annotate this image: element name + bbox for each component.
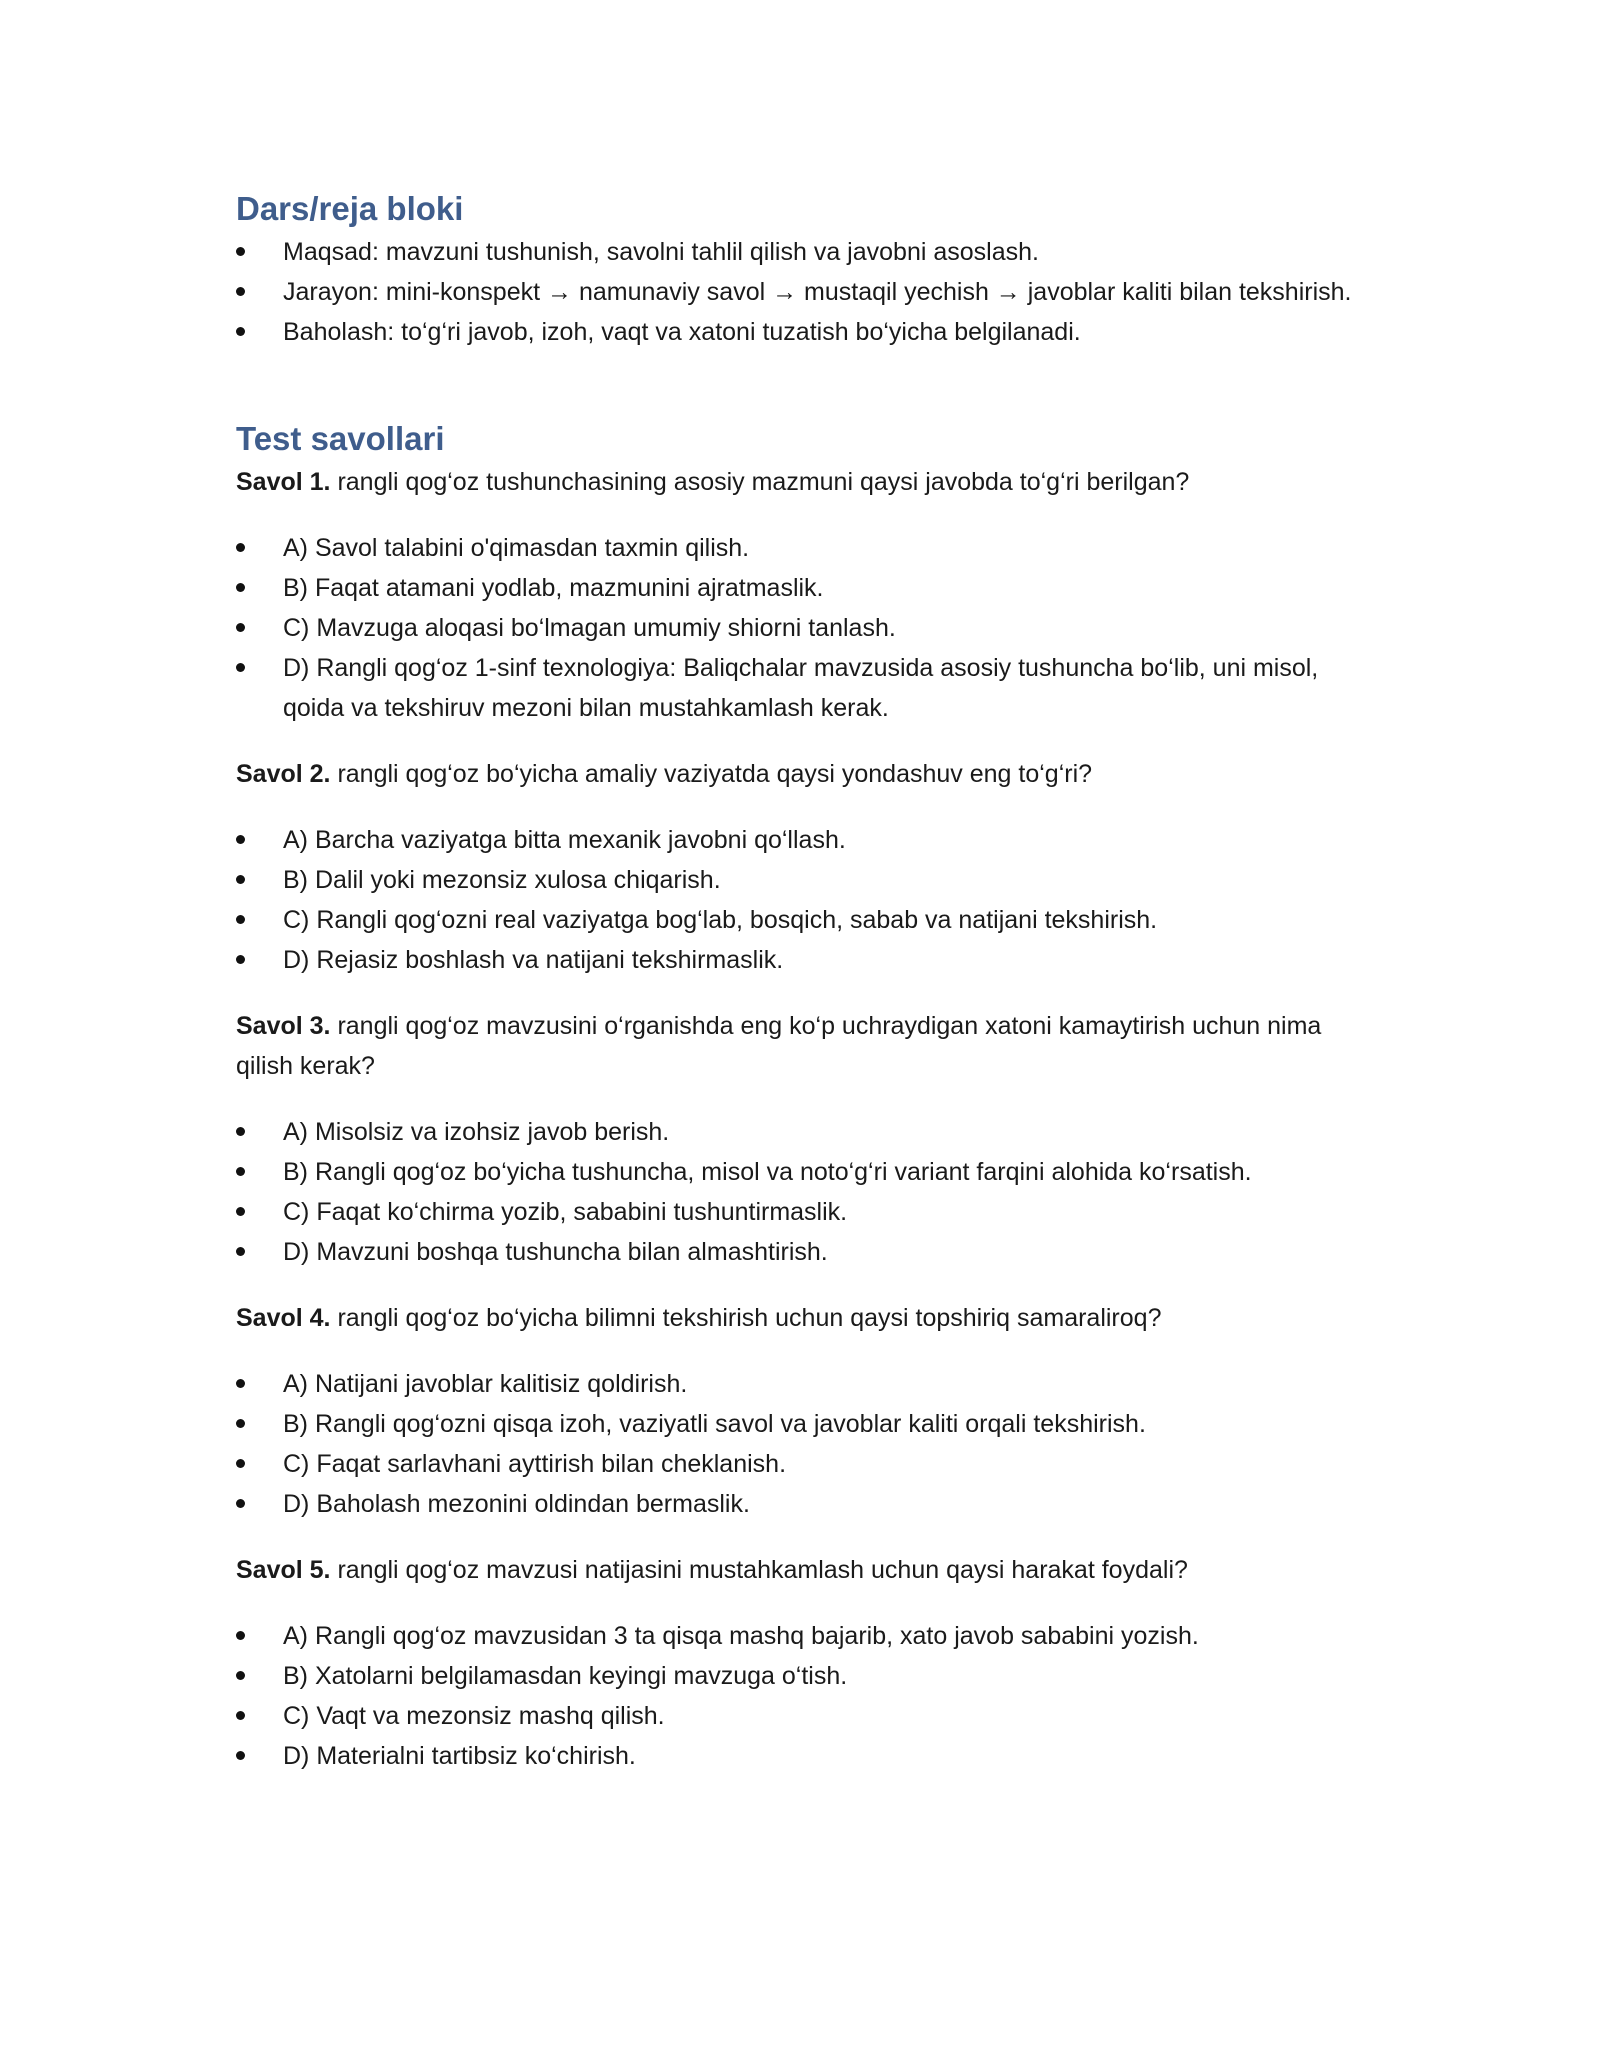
answer-option bbox=[236, 1696, 1376, 1736]
answer-option bbox=[236, 608, 1376, 648]
bullet-icon bbox=[236, 543, 245, 552]
answer-option-text: D) Baholash mezonini oldindan bermaslik. bbox=[283, 1490, 750, 1518]
answer-option-text: C) Faqat sarlavhani ayttirish bilan cheklanish. bbox=[283, 1450, 787, 1478]
plan-block-list bbox=[236, 232, 1376, 352]
answer-option-text: D) Materialni tartibsiz ko‘chirish. bbox=[283, 1742, 636, 1770]
answer-option-text: A) Barcha vaziyatga bitta mexanik javobni qo‘llash. bbox=[283, 826, 846, 854]
answer-option bbox=[236, 940, 1376, 980]
bullet-icon bbox=[236, 1419, 245, 1428]
answer-option-text: B) Xatolarni belgilamasdan keyingi mavzuga o‘tish. bbox=[283, 1662, 848, 1690]
bullet-icon bbox=[236, 1207, 245, 1216]
answer-option bbox=[236, 860, 1376, 900]
answer-options bbox=[236, 528, 1376, 728]
plan-item bbox=[236, 272, 1376, 312]
answer-options bbox=[236, 820, 1376, 980]
bullet-icon bbox=[236, 1167, 245, 1176]
question-body: rangli qog‘oz mavzusini o‘rganishda eng ko‘p uchraydigan xatoni kamaytirish uchun nima qilish kerak? bbox=[236, 1012, 1322, 1080]
plan-item-text: Maqsad: mavzuni tushunish, savolni tahlil qilish va javobni asoslash. bbox=[283, 238, 1039, 266]
answer-option bbox=[236, 1404, 1376, 1444]
bullet-icon bbox=[236, 583, 245, 592]
answer-options bbox=[236, 1616, 1376, 1776]
question-body: rangli qog‘oz mavzusi natijasini mustahkamlash uchun qaysi harakat foydali? bbox=[330, 1556, 1188, 1584]
answer-option-text: C) Rangli qog‘ozni real vaziyatga bog‘lab, bosqich, sabab va natijani tekshirish. bbox=[283, 906, 1158, 934]
plan-item bbox=[236, 312, 1376, 352]
question-text bbox=[236, 1006, 1376, 1086]
answer-option-text: B) Faqat atamani yodlab, mazmunini ajratmaslik. bbox=[283, 574, 824, 602]
answer-option bbox=[236, 1232, 1376, 1272]
bullet-icon bbox=[236, 835, 245, 844]
answer-option bbox=[236, 820, 1376, 860]
answer-option-text: B) Rangli qog‘oz bo‘yicha tushuncha, misol va noto‘g‘ri variant farqini alohida ko‘rsatish. bbox=[283, 1158, 1252, 1186]
plan-item bbox=[236, 232, 1376, 272]
bullet-icon bbox=[236, 1711, 245, 1720]
question-body: rangli qog‘oz bo‘yicha amaliy vaziyatda qaysi yondashuv eng to‘g‘ri? bbox=[330, 760, 1093, 788]
bullet-icon bbox=[236, 1379, 245, 1388]
answer-option-text: C) Vaqt va mezonsiz mashq qilish. bbox=[283, 1702, 665, 1730]
answer-option-text: C) Mavzuga aloqasi bo‘lmagan umumiy shiorni tanlash. bbox=[283, 614, 896, 642]
bullet-icon bbox=[236, 1499, 245, 1508]
answer-option-text: B) Rangli qog‘ozni qisqa izoh, vaziyatli savol va javoblar kaliti orqali tekshirish. bbox=[283, 1410, 1146, 1438]
bullet-icon bbox=[236, 247, 245, 256]
answer-option bbox=[236, 1656, 1376, 1696]
question-block bbox=[236, 1550, 1376, 1776]
bullet-icon bbox=[236, 955, 245, 964]
answer-option-text: A) Savol talabini o'qimasdan taxmin qilish. bbox=[283, 534, 750, 562]
question-body: rangli qog‘oz bo‘yicha bilimni tekshirish uchun qaysi topshiriq samaraliroq? bbox=[330, 1304, 1162, 1332]
question-label: Savol 4. bbox=[236, 1304, 331, 1332]
bullet-icon bbox=[236, 1127, 245, 1136]
answer-option bbox=[236, 1364, 1376, 1404]
question-label: Savol 5. bbox=[236, 1556, 331, 1584]
answer-option bbox=[236, 900, 1376, 940]
question-block bbox=[236, 1298, 1376, 1524]
document-content bbox=[236, 186, 1376, 1802]
bullet-icon bbox=[236, 287, 245, 296]
question-label: Savol 3. bbox=[236, 1012, 331, 1040]
answer-option-text: D) Rangli qog‘oz 1-sinf texnologiya: Baliqchalar mavzusida asosiy tushuncha bo‘lib, uni misol, qoida va tekshiruv mezoni bilan mustahkamlash kerak. bbox=[283, 654, 1319, 722]
bullet-icon bbox=[236, 1247, 245, 1256]
bullet-icon bbox=[236, 1751, 245, 1760]
plan-item-text: Jarayon: mini-konspekt → namunaviy savol → mustaqil yechish → javoblar kaliti bilan tekshirish. bbox=[283, 278, 1352, 306]
answer-option-text: A) Rangli qog‘oz mavzusidan 3 ta qisqa mashq bajarib, xato javob sababini yozish. bbox=[283, 1622, 1199, 1650]
answer-option bbox=[236, 1736, 1376, 1776]
answer-option bbox=[236, 568, 1376, 608]
question-body: rangli qog‘oz tushunchasining asosiy mazmuni qaysi javobda to‘g‘ri berilgan? bbox=[330, 468, 1190, 496]
answer-option-text: B) Dalil yoki mezonsiz xulosa chiqarish. bbox=[283, 866, 721, 894]
bullet-icon bbox=[236, 875, 245, 884]
plan-block-heading: Dars/reja bloki bbox=[236, 190, 464, 227]
question-text bbox=[236, 1298, 1376, 1338]
answer-option-text: A) Natijani javoblar kalitisiz qoldirish. bbox=[283, 1370, 688, 1398]
question-block bbox=[236, 754, 1376, 980]
answer-options bbox=[236, 1364, 1376, 1524]
answer-option bbox=[236, 648, 1376, 728]
answer-option bbox=[236, 528, 1376, 568]
question-block bbox=[236, 462, 1376, 728]
plan-item-text: Baholash: to‘g‘ri javob, izoh, vaqt va xatoni tuzatish bo‘yicha belgilanadi. bbox=[283, 318, 1081, 346]
question-text bbox=[236, 462, 1376, 502]
answer-option bbox=[236, 1192, 1376, 1232]
question-text bbox=[236, 754, 1376, 794]
answer-option bbox=[236, 1616, 1376, 1656]
bullet-icon bbox=[236, 623, 245, 632]
answer-option bbox=[236, 1484, 1376, 1524]
test-block-heading: Test savollari bbox=[236, 420, 445, 457]
bullet-icon bbox=[236, 1459, 245, 1468]
bullet-icon bbox=[236, 1631, 245, 1640]
answer-option-text: D) Mavzuni boshqa tushuncha bilan almashtirish. bbox=[283, 1238, 828, 1266]
question-text bbox=[236, 1550, 1376, 1590]
answer-option bbox=[236, 1112, 1376, 1152]
question-block bbox=[236, 1006, 1376, 1272]
answer-option-text: A) Misolsiz va izohsiz javob berish. bbox=[283, 1118, 670, 1146]
answer-option bbox=[236, 1444, 1376, 1484]
answer-option-text: D) Rejasiz boshlash va natijani tekshirmaslik. bbox=[283, 946, 784, 974]
bullet-icon bbox=[236, 663, 245, 672]
bullet-icon bbox=[236, 327, 245, 336]
answer-option-text: C) Faqat ko‘chirma yozib, sababini tushuntirmaslik. bbox=[283, 1198, 848, 1226]
bullet-icon bbox=[236, 1671, 245, 1680]
bullet-icon bbox=[236, 915, 245, 924]
question-label: Savol 1. bbox=[236, 468, 331, 496]
question-label: Savol 2. bbox=[236, 760, 331, 788]
answer-option bbox=[236, 1152, 1376, 1192]
answer-options bbox=[236, 1112, 1376, 1272]
